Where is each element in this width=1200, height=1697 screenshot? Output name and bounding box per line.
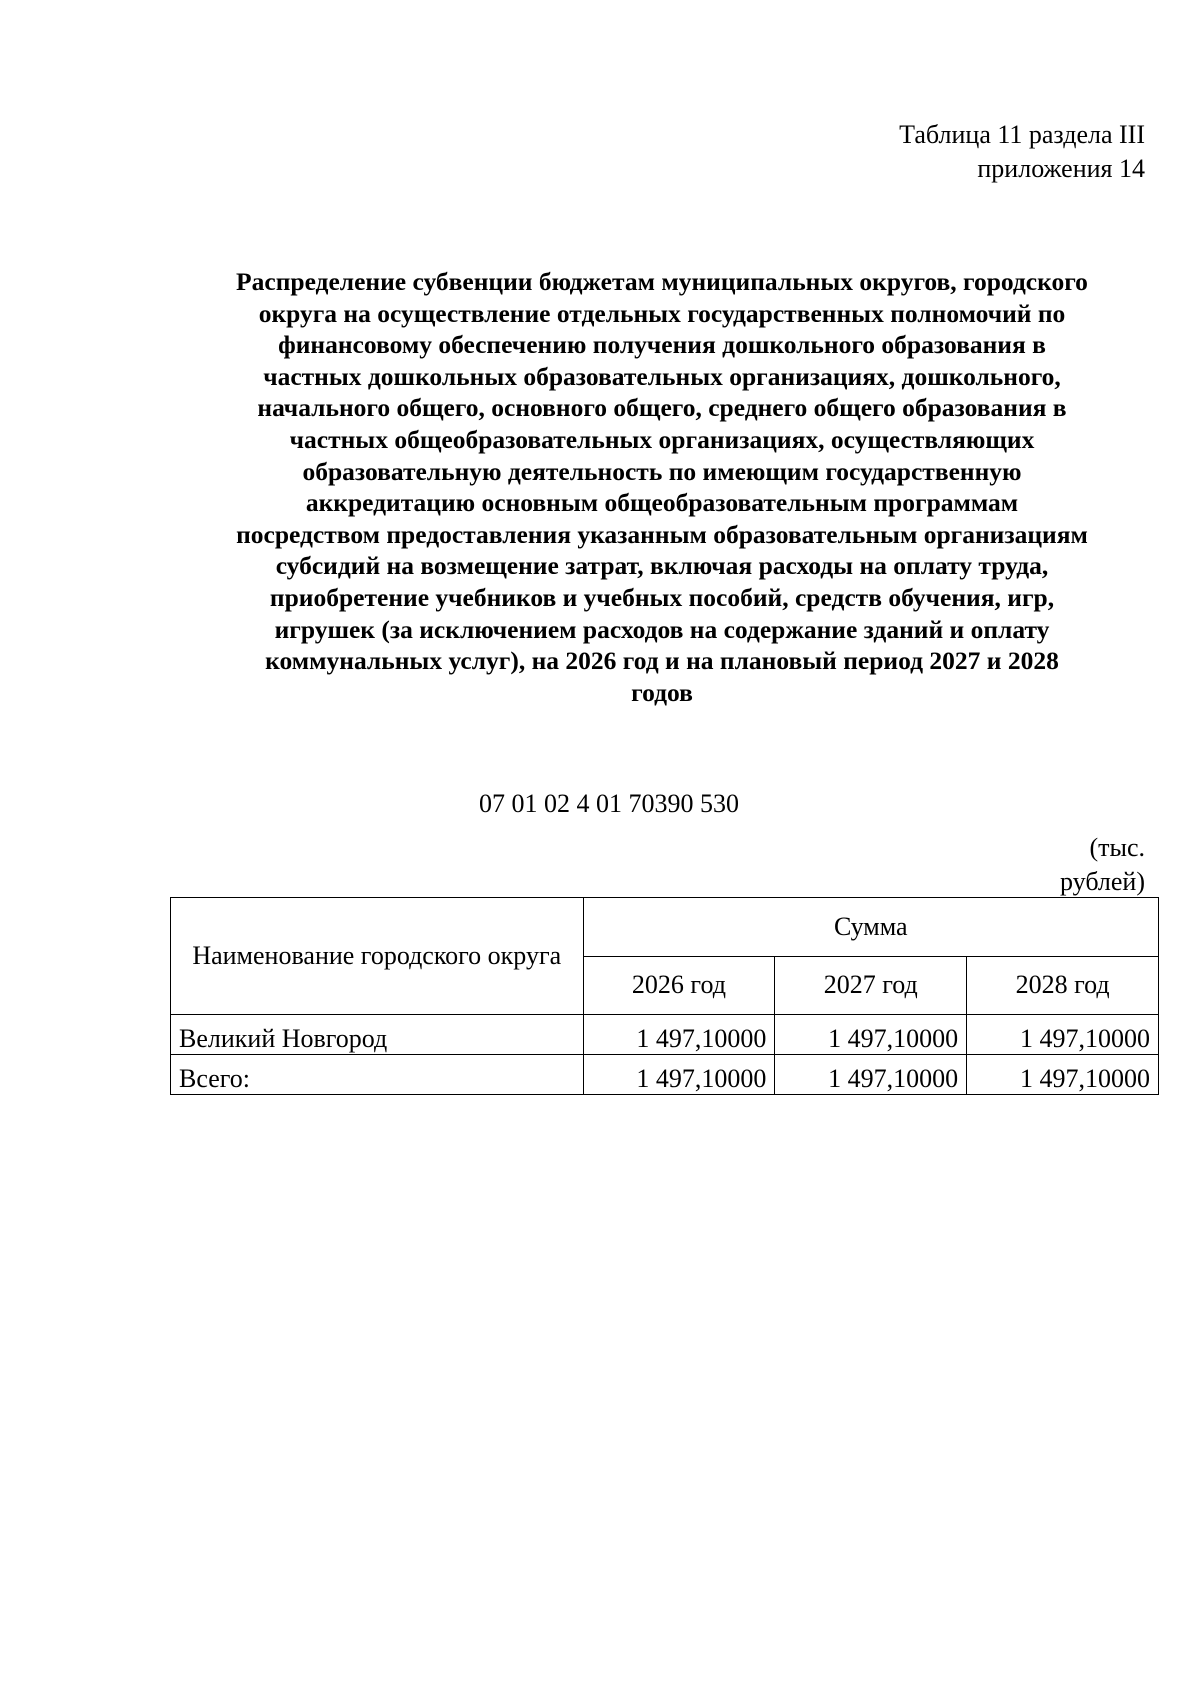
table-reference [899,118,1145,186]
amount-cell-2026: 1 497,10000 [583,1015,775,1055]
total-amount-2026: 1 497,10000 [583,1055,775,1095]
units-line-2: рублей) [1060,867,1145,896]
table-reference-line-2: приложения 14 [977,154,1145,183]
column-header-year-2028: 2028 год [967,956,1159,1015]
table-total-row [171,1055,1159,1095]
column-header-sum: Сумма [583,898,1158,957]
title-line: Распределение субвенции бюджетам муниципальных округов, городского [236,267,1088,296]
column-header-year-2027: 2027 год [775,956,967,1015]
document-title [168,266,1156,708]
title-line: годов [631,677,693,707]
district-name-cell: Великий Новгород [171,1015,584,1055]
table-header-row [171,898,1159,957]
units-line-1: (тыс. [1089,833,1145,862]
title-line: игрушек (за исключением расходов на содержание зданий и оплату [274,614,1050,644]
title-line: образовательную деятельность по имеющим государственную [302,456,1022,486]
total-label-cell: Всего: [171,1055,584,1095]
table-row [171,1015,1159,1055]
title-line: приобретение учебников и учебных пособий, средств обучения, игр, [269,582,1055,612]
table-reference-line-1: Таблица 11 раздела III [899,120,1145,149]
title-line: финансовому обеспечению получения дошкольного образования в [278,330,1046,360]
amount-cell-2028: 1 497,10000 [967,1015,1159,1055]
title-line: посредством предоставления указанным образовательным организациям [236,519,1088,549]
total-amount-2027: 1 497,10000 [775,1055,967,1095]
total-amount-2028: 1 497,10000 [967,1055,1159,1095]
amount-cell-2027: 1 497,10000 [775,1015,967,1055]
subvention-table [170,897,1159,1095]
title-line: коммунальных услуг), на 2026 год и на плановый период 2027 и 2028 [265,646,1059,676]
budget-classification-code: 07 01 02 4 01 70390 530 [479,789,739,818]
column-header-district-name: Наименование городского округа [171,898,584,1015]
title-line: аккредитацию основным общеобразовательным программам [305,488,1019,518]
units-label [1025,831,1145,899]
title-line: начального общего, основного общего, среднего общего образования в [257,393,1067,423]
title-line: частных дошкольных образовательных организациях, дошкольного, [263,361,1061,391]
title-line: округа на осуществление отдельных государственных полномочий по [258,298,1066,328]
title-line: частных общеобразовательных организациях, осуществляющих [289,424,1035,454]
column-header-year-2026: 2026 год [583,956,775,1015]
title-line: субсидий на возмещение затрат, включая расходы на оплату труда, [275,551,1049,581]
